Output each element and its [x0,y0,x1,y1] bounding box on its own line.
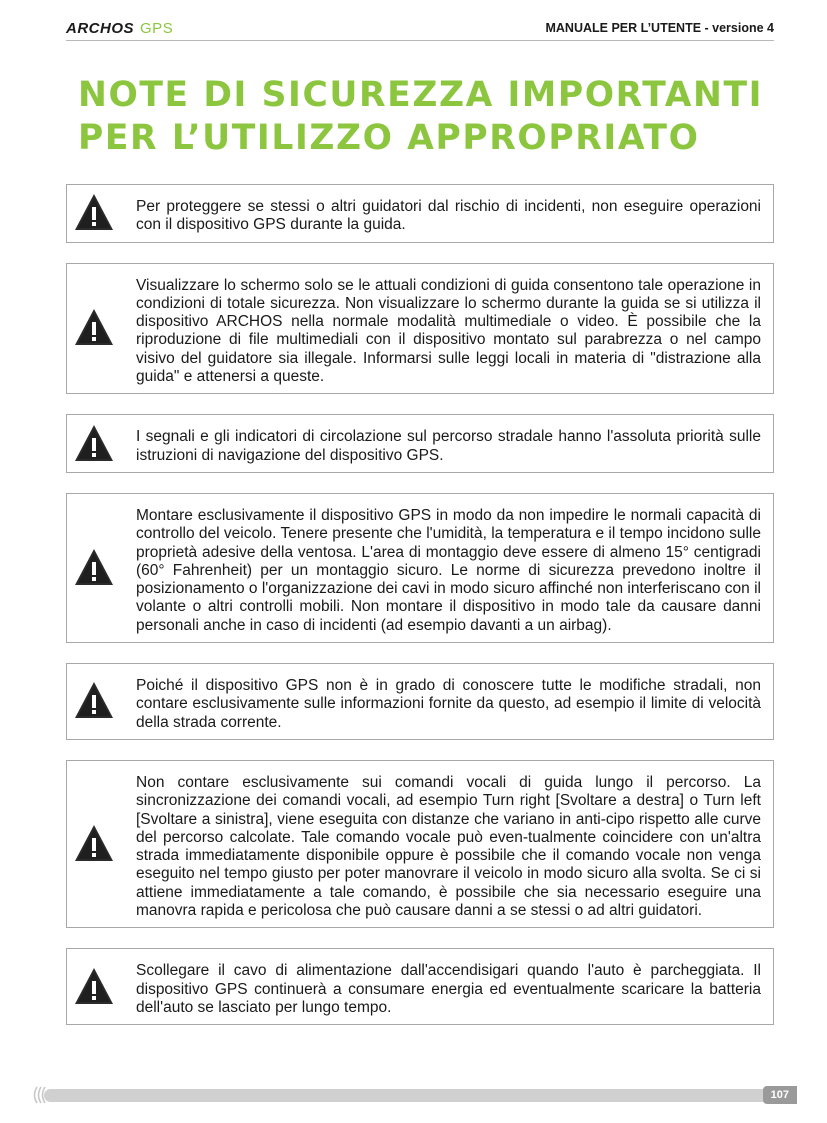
safety-note [66,760,774,928]
brand-logo [66,20,173,37]
warning-triangle-icon [74,966,114,1006]
manual-title: MANUALE PER L’UTENTE - versione 4 [545,21,774,35]
page-title-line-2: PER L’UTILIZZO APPROPRIATO [78,118,700,158]
safety-notes-list [66,184,774,1045]
safety-note-text: Scollegare il cavo di alimentazione dall'accendisigari quando l'auto è parcheggiata. Il dispositivo GPS continuerà a consumare energia ed eventualmente scaricare la batteria dell'auto se lasciato per lungo tempo. [136,962,761,1016]
brand-product: GPS [140,20,174,37]
footer-bar [44,1089,769,1102]
safety-note [66,663,774,740]
safety-note-text: Per proteggere se stessi o altri guidatori dal rischio di incidenti, non eseguire operazioni con il dispositivo GPS durante la guida. [136,198,761,234]
safety-note-text: Poiché il dispositivo GPS non è in grado di conoscere tutte le modifiche stradali, non contare esclusivamente sulle informazioni fornite da questo, ad esempio il limite di velocità della strada corrente. [136,677,761,731]
safety-note [66,263,774,395]
safety-note [66,948,774,1025]
safety-note [66,493,774,643]
safety-note [66,184,774,243]
page-footer [30,1086,797,1104]
warning-triangle-icon [74,680,114,720]
warning-triangle-icon [74,192,114,232]
page-title [78,74,798,160]
warning-triangle-icon [74,823,114,863]
page-number: 107 [763,1086,797,1104]
safety-note-text: I segnali e gli indicatori di circolazione sul percorso stradale hanno l'assoluta priorità sulle istruzioni di navigazione del dispositivo GPS. [136,428,761,464]
warning-triangle-icon [74,547,114,587]
safety-note [66,414,774,473]
safety-note-text: Visualizzare lo schermo solo se le attuali condizioni di guida consentono tale operazione in condizioni di totale sicurezza. Non visualizzare lo schermo durante la guida se si utilizza il dispositivo ARCHOS nella normale modalità multimediale o video. È possibile che la riproduzione di file multimediali con il dispositivo montato sul parabrezza o nel campo visivo del guidatore sia illegale. Informarsi sulle leggi locali in materia di "distrazione alla guida" e attenersi a queste. [136,276,761,386]
safety-note-text: Montare esclusivamente il dispositivo GPS in modo da non impedire le normali capacità di controllo del veicolo. Tenere presente che l'umidità, la temperatura e il tempo incidono sulle proprietà adesive della ventosa. L'area di montaggio deve essere di almeno 15° centigradi (60° Fahrenheit) per un montaggio sicuro. Le norme di sicurezza prevedono inoltre il posizionamento o l'organizzazione dei cavi in modo sicuro affinché non interferiscano con il volante o altri controlli mobili. Non montare il dispositivo in modo tale da causare danni personali anche in caso di incidenti (ad esempio davanti a un airbag). [136,506,761,634]
brand-name: ARCHOS [66,20,135,37]
safety-note-text: Non contare esclusivamente sui comandi vocali di guida lungo il percorso. La sincronizzazione dei comandi vocali, ad esempio Turn right [Svoltare a destra] o Turn left [Svoltare a sinistra], viene eseguita con distanze che variano in anti-cipo rispetto alle curve del percorso calcolate. Tale comando vocale può even-tualmente coincidere con un'altra strada immediatamente disponibile oppure è possibile che il comando vocale non venga eseguito nel tempo giusto per poter manovrare il veicolo in modo sicuro alla svolta. Se ci si attiene immediatamente a tale comando, è possibile che sia necessario eseguire una manovra rapida e pericolosa che può causare danni a se stessi o ad altri guidatori. [136,773,761,920]
warning-triangle-icon [74,307,114,347]
page-header [66,18,774,41]
page-title-line-1: NOTE DI SICUREZZA IMPORTANTI [78,75,764,115]
warning-triangle-icon [74,423,114,463]
